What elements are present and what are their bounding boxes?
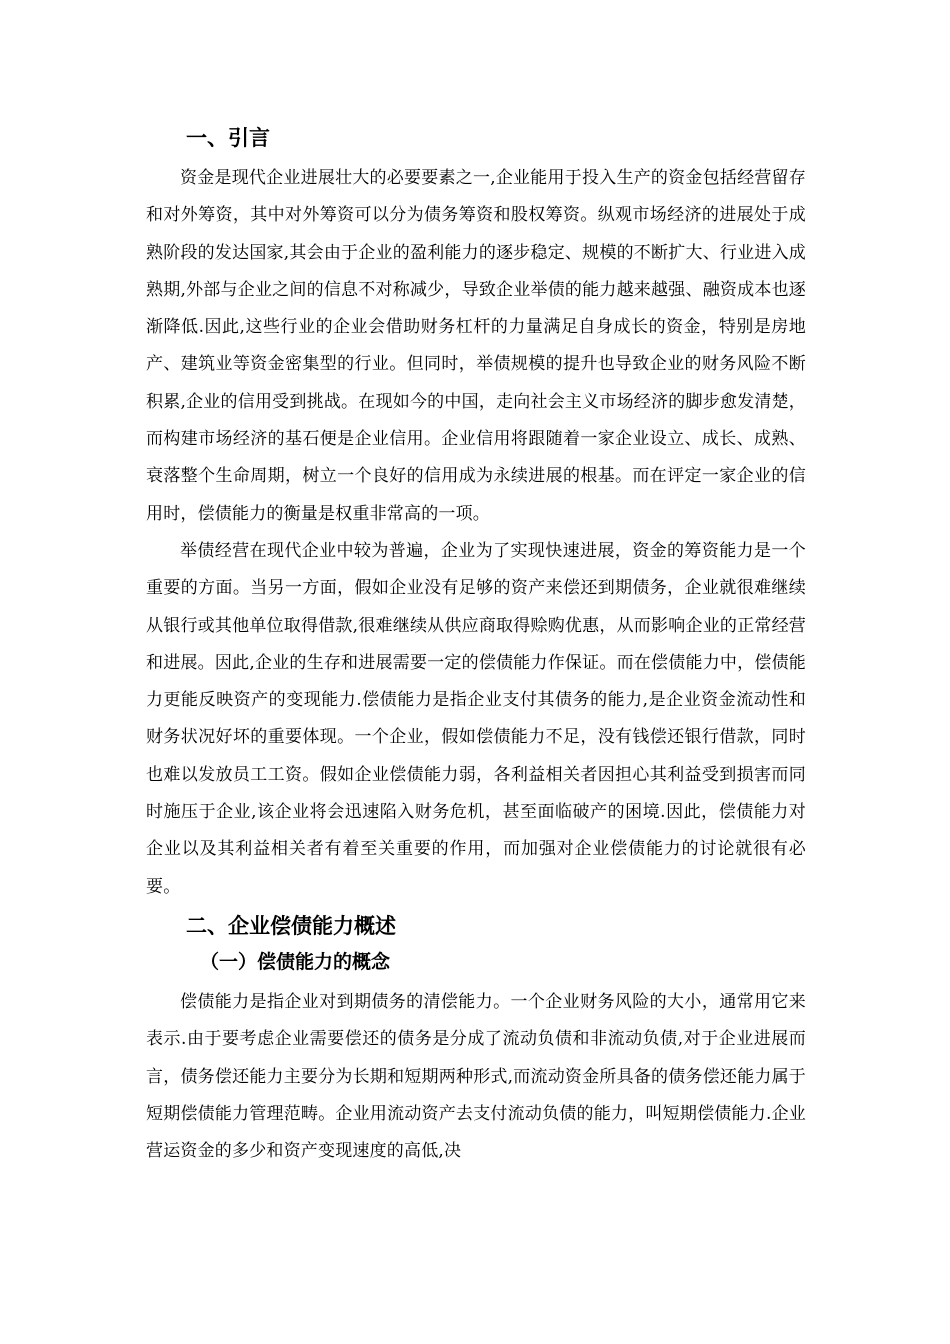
section-heading-overview: 二、企业偿债能力概述: [186, 913, 396, 938]
section-heading-introduction: 一、引言: [186, 126, 270, 150]
document-body: [146, 115, 806, 1170]
intro-paragraph-2: 举债经营在现代企业中较为普遍，企业为了实现快速进展，资金的筹资能力是一个重要的方面。当另一方面，假如企业没有足够的资产来偿还到期债务，企业就很难继续从银行或其他单位取得借款,很难继续从供应商取得赊购优惠，从而影响企业的正常经营和进展。因此,企业的生存和进展需要一定的偿债能力作保证。而在偿债能力中，偿债能力更能反映资产的变现能力.偿债能力是指企业支付其债务的能力,是企业资金流动性和财务状况好坏的重要体现。一个企业，假如偿债能力不足，没有钱偿还银行借款，同时也难以发放员工工资。假如企业偿债能力弱，各利益相关者因担心其利益受到损害而同时施压于企业,该企业将会迅速陷入财务危机，甚至面临破产的困境.因此，偿债能力对企业以及其利益相关者有着至关重要的作用，而加强对企业偿债能力的讨论就很有必要。: [146, 540, 806, 897]
subsection-heading-concept: （一）偿债能力的概念: [200, 950, 391, 973]
concept-paragraph: 偿债能力是指企业对到期债务的清偿能力。一个企业财务风险的大小，通常用它来表示.由于要考虑企业需要偿还的债务是分成了流动负债和非流动负债,对于企业进展而言，债务偿还能力主要分为长期和短期两种形式,而流动资金所具备的债务偿还能力属于短期偿债能力管理范畴。企业用流动资产去支付流动负债的能力，叫短期偿债能力.企业营运资金的多少和资产变现速度的高低,决: [146, 991, 806, 1162]
intro-paragraph-1: 资金是现代企业进展壮大的必要要素之一,企业能用于投入生产的资金包括经营留存和对外筹资，其中对外筹资可以分为债务筹资和股权筹资。纵观市场经济的进展处于成熟阶段的发达国家,其会由于企业的盈利能力的逐步稳定、规模的不断扩大、行业进入成熟期,外部与企业之间的信息不对称减少，导致企业举债的能力越来越强、融资成本也逐渐降低.因此,这些行业的企业会借助财务杠杆的力量满足自身成长的资金，特别是房地产、建筑业等资金密集型的行业。但同时，举债规模的提升也导致企业的财务风险不断积累,企业的信用受到挑战。在现如今的中国，走向社会主义市场经济的脚步愈发清楚，而构建市场经济的基石便是企业信用。企业信用将跟随着一家企业设立、成长、成熟、衰落整个生命周期，树立一个良好的信用成为永续进展的根基。而在评定一家企业的信用时，偿债能力的衡量是权重非常高的一项。: [146, 168, 806, 524]
